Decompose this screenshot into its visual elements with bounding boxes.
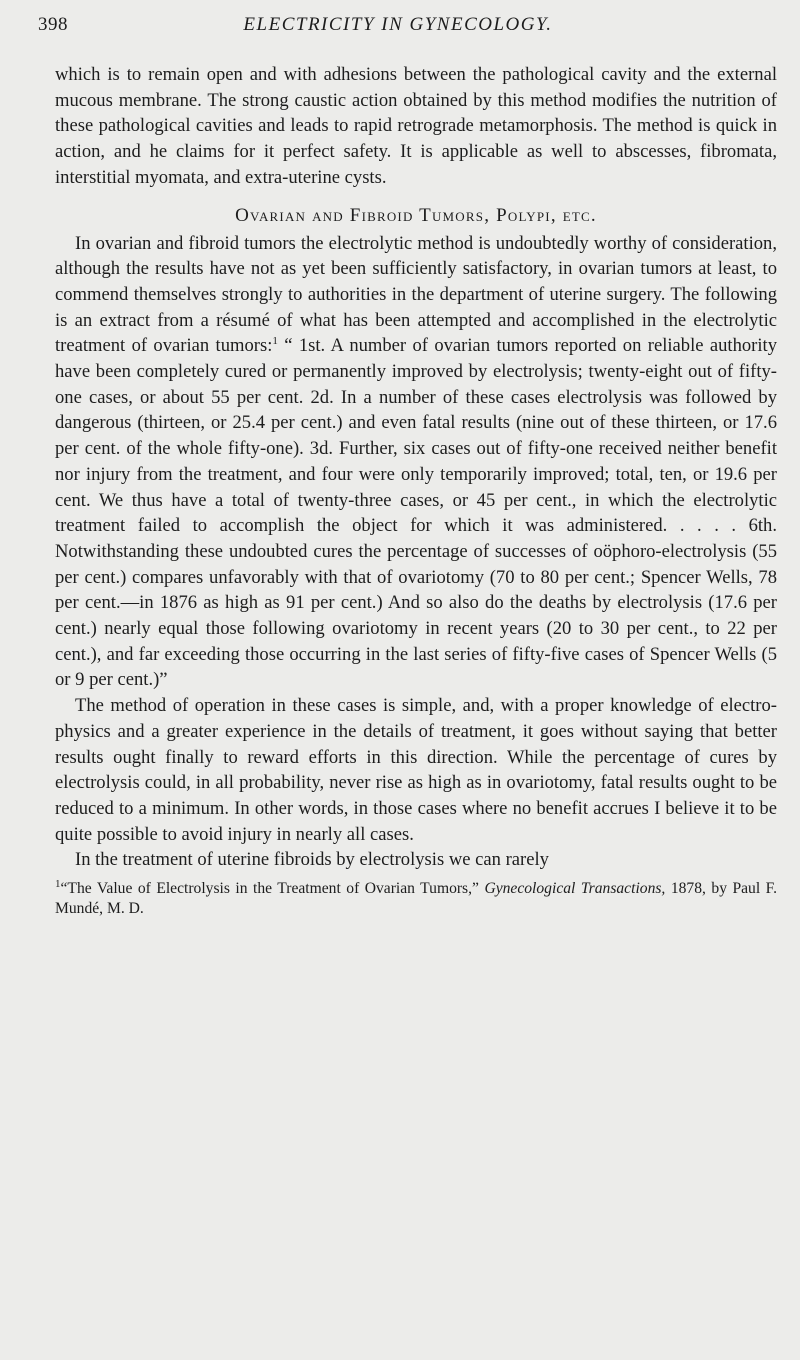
footnote: [55, 879, 777, 919]
page-body: [55, 62, 777, 919]
paragraph-ovarian-tumors: [55, 231, 777, 694]
footnote-reference: 1: [272, 335, 278, 348]
paragraph-method: The method of operation in these cases is simple, and, with a proper knowledge of electro-physics and a greater experience in the details of treatment, it goes without saying that better results ought finally to reward efforts in this direction. While the percentage of cures by electrolysis could, in all probability, never rise as high as in ovariotomy, fatal results ought to be reduced to a minimum. In other words, in those cases where no benefit accrues I believe it to be quite possible to avoid injury in nearly all cases.: [55, 695, 777, 845]
paragraph-ovarian-tumors-quote: “ 1st. A number of ovarian tumors reported on reliable authority have been completely cured or permanently improved by electrolysis; twenty-eight out of fifty-one cases, or about 55 per cent. 2d. In a number of these cases electrolysis was followed by dangerous (thirteen, or 25.4 per cent.) and even fatal results (nine out of these thirteen, or 17.6 per cent. of the whole fifty-one). 3d. Further, six cases out of fifty-one received neither benefit nor injury from the treatment, and four were only temporarily improved; total, ten, or 19.6 per cent. We thus have a total of twenty-three cases, or 45 per cent., in which the electrolytic treatment failed to accomplish the object for which it was administered. . . . . 6th. Notwithstanding these undoubted cures the percentage of successes of oöphoro-electrolysis (55 per cent.) compares unfavorably with that of ovariotomy (70 to 80 per cent.; Spencer Wells, 78 per cent.—in 1876 as high as 91 per cent.) And so also do the deaths by electrolysis (17.6 per cent.) nearly equal those following ovariotomy in recent years (20 to 30 per cent., to 22 per cent.), and far exceeding those occurring in the last series of fifty-five cases of Spencer Wells (5 or 9 per cent.)”: [55, 335, 777, 691]
footnote-text-b: 1878, by Paul F. Mundé, M. D.: [55, 880, 777, 918]
paragraph-uterine-fibroids: In the treatment of uterine fibroids by electrolysis we can rarely: [75, 849, 549, 871]
paragraph-continuation: which is to remain open and with adhesions between the pathological cavity and the external mucous membrane. The strong caustic action obtained by this method modifies the nutrition of these pathological cavities and leads to rapid retrograde metamorphosis. The method is quick in action, and he claims for it perfect safety. It is applicable as well to abscesses, fibromata, interstitial myomata, and extra-uterine cysts.: [55, 64, 777, 188]
footnote-journal: Gynecological Transactions,: [484, 880, 666, 898]
page-header: [38, 14, 758, 44]
section-heading: Ovarian and Fibroid Tumors, Polypi, etc.: [235, 204, 597, 226]
running-title: ELECTRICITY IN GYNECOLOGY.: [243, 14, 553, 35]
page-number: 398: [38, 14, 68, 35]
paragraph-ovarian-tumors-intro: In ovarian and fibroid tumors the electrolytic method is undoubtedly worthy of consideration, although the results have not as yet been sufficiently satisfactory, in ovarian tumors at least, to commend themselves strongly to authorities in the department of uterine surgery. The following is an extract from a résumé of what has been attempted and accomplished in the electrolytic treatment of ovarian tumors:: [55, 232, 777, 357]
footnote-marker: 1: [55, 877, 61, 890]
footnote-text-a: “The Value of Electrolysis in the Treatment of Ovarian Tumors,”: [60, 880, 479, 898]
